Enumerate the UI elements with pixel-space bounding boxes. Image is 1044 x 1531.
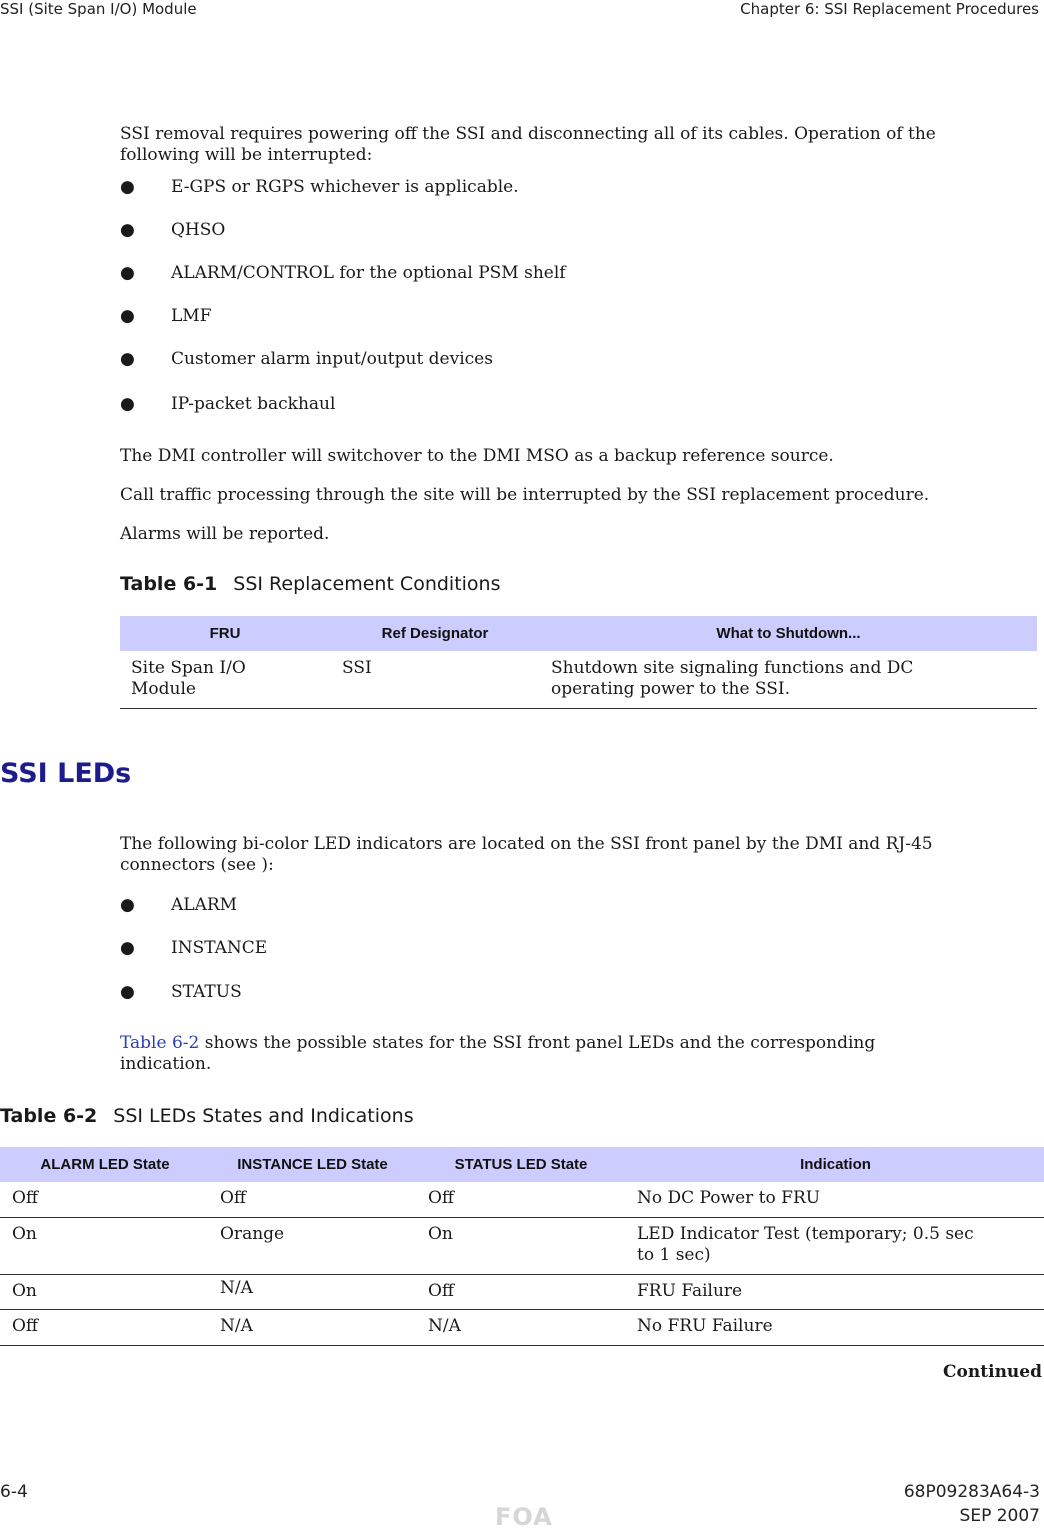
header-right: Chapter 6: SSI Replacement Procedures bbox=[740, 0, 1039, 18]
alarm-cell: Off bbox=[12, 1188, 39, 1208]
table-ref-paragraph: Table 6-2 shows the possible states for the SSI front panel LEDs and the corresponding indication. bbox=[120, 1033, 876, 1074]
bullet-icon: ● bbox=[120, 938, 135, 958]
indication-cell: No DC Power to FRU bbox=[637, 1188, 821, 1208]
dmi-paragraph: The DMI controller will switchover to the DMI MSO as a backup reference source. bbox=[120, 446, 834, 466]
column-header: FRU bbox=[209, 625, 241, 642]
table-6-2-link[interactable]: Table 6-2 bbox=[120, 1033, 200, 1053]
bullet-icon: ● bbox=[120, 263, 135, 283]
what-cell: Shutdown site signaling functions and DC operating power to the SSI. bbox=[551, 658, 914, 699]
column-header: STATUS LED State bbox=[454, 1156, 588, 1173]
header-left: SSI (Site Span I/O) Module bbox=[0, 0, 197, 18]
call-traffic-paragraph: Call traffic processing through the site will be interrupted by the SSI replacement procedure. bbox=[120, 485, 930, 505]
column-header: What to Shutdown... bbox=[716, 625, 861, 642]
indication-cell: LED Indicator Test (temporary; 0.5 sec to 1 sec) bbox=[637, 1224, 974, 1265]
alarm-cell: Off bbox=[12, 1316, 39, 1336]
fru-cell: Site Span I/O Module bbox=[131, 658, 246, 699]
table-caption: Table 6-1 SSI Replacement Conditions bbox=[120, 573, 501, 595]
bullet-icon: ● bbox=[120, 982, 135, 1002]
instance-cell: Off bbox=[220, 1188, 247, 1208]
table-rule bbox=[0, 1217, 1044, 1218]
alarms-paragraph: Alarms will be reported. bbox=[120, 524, 330, 544]
indication-cell: No FRU Failure bbox=[637, 1316, 773, 1336]
instance-cell: N/A bbox=[220, 1316, 253, 1336]
table-rule bbox=[120, 708, 1037, 709]
publication-date: SEP 2007 bbox=[959, 1506, 1040, 1526]
table-row bbox=[120, 656, 1037, 708]
status-cell: On bbox=[428, 1224, 453, 1244]
bullet-icon: ● bbox=[120, 220, 135, 240]
continued-label: Continued bbox=[943, 1362, 1042, 1382]
table-header bbox=[0, 1147, 1044, 1182]
status-cell: N/A bbox=[428, 1316, 461, 1336]
instance-cell: N/A bbox=[220, 1278, 253, 1298]
status-cell: Off bbox=[428, 1281, 455, 1301]
status-cell: Off bbox=[428, 1188, 455, 1208]
foa-watermark: FOA bbox=[495, 1503, 553, 1531]
bullet-icon: ● bbox=[120, 895, 135, 915]
indication-cell: FRU Failure bbox=[637, 1281, 743, 1301]
section-title: SSI LEDs bbox=[0, 758, 132, 789]
column-header: INSTANCE LED State bbox=[237, 1156, 388, 1173]
column-header: Indication bbox=[800, 1156, 871, 1173]
page-number: 6-4 bbox=[0, 1482, 28, 1502]
table-rule bbox=[0, 1274, 1044, 1275]
bullet-icon: ● bbox=[120, 177, 135, 197]
bullet-icon: ● bbox=[120, 394, 135, 414]
leds-paragraph: The following bi-color LED indicators are located on the SSI front panel by the DMI and RJ-45 connectors (see ): bbox=[120, 834, 933, 875]
intro-paragraph: SSI removal requires powering off the SSI and disconnecting all of its cables. Operation of the following will be interrupted: bbox=[120, 124, 936, 165]
table-header bbox=[120, 616, 1037, 651]
ref-cell: SSI bbox=[342, 658, 372, 678]
column-header: ALARM LED State bbox=[40, 1156, 170, 1173]
table-rule bbox=[0, 1309, 1044, 1310]
alarm-cell: On bbox=[12, 1224, 37, 1244]
document-number: 68P09283A64-3 bbox=[903, 1482, 1040, 1502]
instance-cell: Orange bbox=[220, 1224, 285, 1244]
bullet-icon: ● bbox=[120, 306, 135, 326]
alarm-cell: On bbox=[12, 1281, 37, 1301]
table-rule bbox=[0, 1345, 1044, 1346]
table-caption: Table 6-2 SSI LEDs States and Indications bbox=[0, 1105, 414, 1127]
bullet-icon: ● bbox=[120, 349, 135, 369]
column-header: Ref Designator bbox=[381, 625, 489, 642]
